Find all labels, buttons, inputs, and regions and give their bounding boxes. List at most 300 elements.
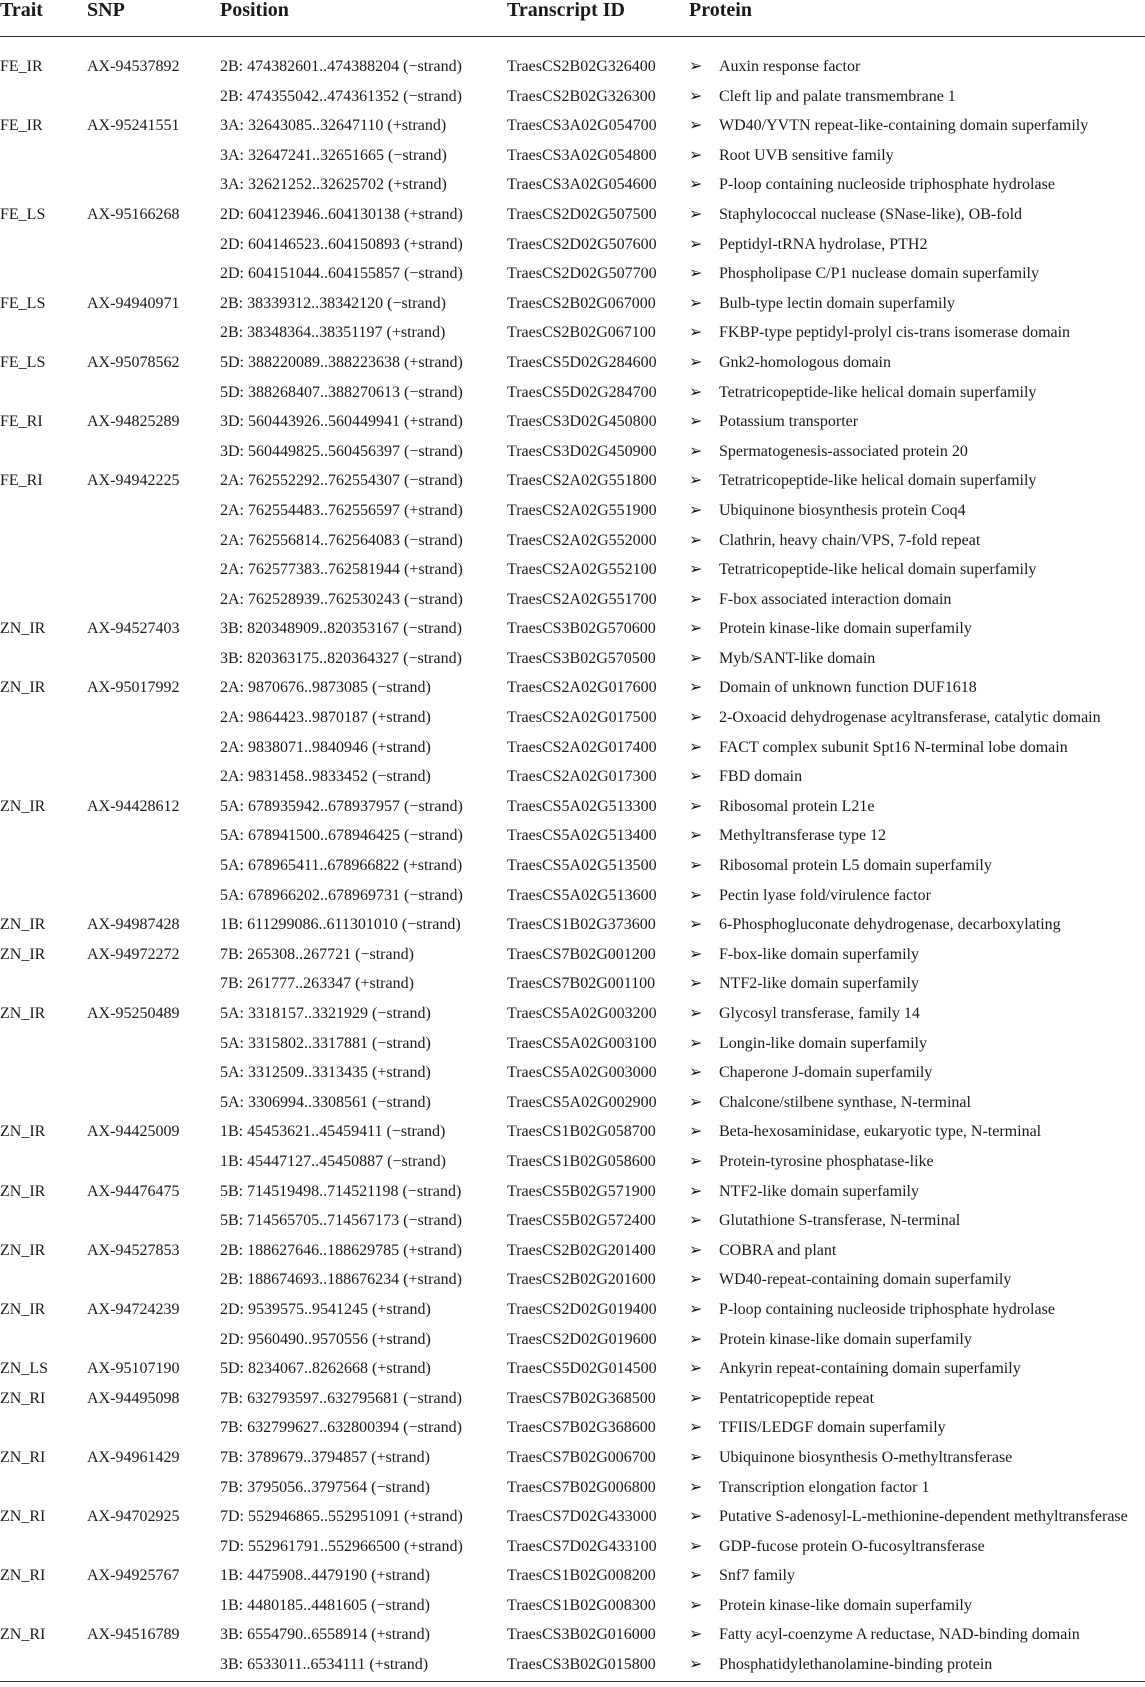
arrowhead-icon: ➢: [689, 709, 703, 727]
snp-cell: AX-95017992: [87, 679, 180, 697]
position-cell: 5A: 3312509..3313435 (+strand): [220, 1064, 431, 1082]
arrowhead-icon: ➢: [689, 679, 703, 697]
arrowhead-icon: ➢: [689, 1508, 703, 1526]
protein-text: P-loop containing nucleoside triphosphate hydrolase: [719, 1300, 1055, 1318]
snp-cell: AX-94972272: [87, 945, 180, 963]
trait-cell: ZN_IR: [0, 945, 46, 963]
transcript-id-cell: TraesCS2D02G019600: [507, 1330, 657, 1348]
transcript-id-cell: TraesCS2A02G552000: [507, 531, 657, 549]
trait-cell: ZN_IR: [0, 1123, 46, 1141]
arrowhead-icon: ➢: [689, 531, 703, 549]
arrowhead-icon: ➢: [689, 353, 703, 371]
transcript-id-cell: TraesCS2A02G017600: [507, 679, 657, 697]
arrowhead-icon: ➢: [689, 1537, 703, 1555]
position-cell: 2A: 762556814..762564083 (−strand): [220, 531, 463, 549]
table-row: [0, 1088, 1145, 1118]
transcript-id-cell: TraesCS2A02G551800: [507, 472, 657, 490]
transcript-id-cell: TraesCS2B02G067100: [507, 324, 656, 342]
arrowhead-icon: ➢: [689, 827, 703, 845]
transcript-id-cell: TraesCS3B02G016000: [507, 1626, 656, 1644]
position-cell: 1B: 4475908..4479190 (+strand): [220, 1567, 430, 1585]
protein-text: WD40/YVTN repeat-like-containing domain superfamily: [719, 117, 1089, 135]
position-cell: 7B: 265308..267721 (−strand): [220, 945, 414, 963]
protein-text: Phospholipase C/P1 nuclease domain superfamily: [719, 265, 1039, 283]
transcript-id-cell: TraesCS2A02G017300: [507, 768, 657, 786]
protein-text: Transcription elongation factor 1: [719, 1478, 930, 1496]
transcript-id-cell: TraesCS2A02G551900: [507, 501, 657, 519]
table-row: [0, 318, 1145, 348]
protein-text: Ubiquinone biosynthesis protein Coq4: [719, 501, 966, 519]
table-row: [0, 703, 1145, 733]
transcript-id-cell: TraesCS7D02G433100: [507, 1537, 657, 1555]
transcript-id-cell: TraesCS7B02G001200: [507, 945, 656, 963]
arrowhead-icon: ➢: [689, 1093, 703, 1111]
table-bottom-rule: [0, 1681, 1145, 1682]
position-cell: 7B: 632799627..632800394 (−strand): [220, 1419, 462, 1437]
arrowhead-icon: ➢: [689, 205, 703, 223]
protein-text: 2-Oxoacid dehydrogenase acyltransferase, catalytic domain: [719, 709, 1101, 727]
transcript-id-cell: TraesCS2D02G019400: [507, 1300, 657, 1318]
table-row: [0, 1206, 1145, 1236]
table-row: [0, 881, 1145, 911]
position-cell: 5A: 678966202..678969731 (−strand): [220, 886, 463, 904]
position-cell: 5D: 8234067..8262668 (+strand): [220, 1360, 431, 1378]
table-row: [0, 1473, 1145, 1503]
trait-cell: ZN_IR: [0, 797, 46, 815]
table-row: [0, 466, 1145, 496]
trait-cell: FE_IR: [0, 58, 43, 75]
arrowhead-icon: ➢: [689, 413, 703, 431]
arrowhead-icon: ➢: [689, 768, 703, 786]
transcript-id-cell: TraesCS5D02G014500: [507, 1360, 657, 1378]
header-position: Position: [220, 0, 289, 21]
table-header: [0, 0, 1145, 37]
position-cell: 1B: 611299086..611301010 (−strand): [220, 916, 461, 934]
position-cell: 5D: 388268407..388270613 (−strand): [220, 383, 463, 401]
transcript-id-cell: TraesCS2D02G507500: [507, 205, 657, 223]
arrowhead-icon: ➢: [689, 294, 703, 312]
arrowhead-icon: ➢: [689, 324, 703, 342]
arrowhead-icon: ➢: [689, 945, 703, 963]
transcript-id-cell: TraesCS3A02G054600: [507, 176, 657, 194]
protein-text: Potassium transporter: [719, 413, 859, 431]
table-row: [0, 614, 1145, 644]
arrowhead-icon: ➢: [689, 1360, 703, 1378]
protein-text: F-box associated interaction domain: [719, 590, 952, 608]
trait-cell: ZN_IR: [0, 620, 46, 638]
protein-text: WD40-repeat-containing domain superfamily: [719, 1271, 1012, 1289]
snp-cell: AX-94825289: [87, 413, 180, 431]
snp-cell: AX-94428612: [87, 797, 180, 815]
snp-cell: AX-94425009: [87, 1123, 180, 1141]
table-row: [0, 496, 1145, 526]
snp-cell: AX-94961429: [87, 1448, 180, 1466]
protein-text: Snf7 family: [719, 1567, 795, 1585]
arrowhead-icon: ➢: [689, 1656, 703, 1674]
transcript-id-cell: TraesCS5A02G513400: [507, 827, 657, 845]
protein-text: Longin-like domain superfamily: [719, 1034, 927, 1052]
table-row: [0, 1029, 1145, 1059]
trait-cell: ZN_IR: [0, 1241, 46, 1259]
trait-cell: ZN_IR: [0, 1182, 46, 1200]
snp-cell: AX-94495098: [87, 1389, 180, 1407]
snp-cell: AX-95166268: [87, 205, 180, 223]
transcript-id-cell: TraesCS3B02G570500: [507, 649, 656, 667]
table-row: [0, 82, 1145, 112]
position-cell: 2D: 604151044..604155857 (−strand): [220, 265, 463, 283]
table-row: [0, 910, 1145, 940]
table-row: [0, 1532, 1145, 1562]
table-row: [0, 1325, 1145, 1355]
position-cell: 5A: 678965411..678966822 (+strand): [220, 857, 463, 875]
protein-text: Spermatogenesis-associated protein 20: [719, 442, 968, 460]
position-cell: 2D: 604123946..604130138 (+strand): [220, 205, 463, 223]
table-row: [0, 733, 1145, 763]
arrowhead-icon: ➢: [689, 265, 703, 283]
transcript-id-cell: TraesCS1B02G058600: [507, 1152, 656, 1170]
position-cell: 5A: 3315802..3317881 (−strand): [220, 1034, 431, 1052]
transcript-id-cell: TraesCS1B02G008300: [507, 1596, 656, 1614]
table-row: [0, 1502, 1145, 1532]
arrowhead-icon: ➢: [689, 738, 703, 756]
transcript-id-cell: TraesCS5A02G003100: [507, 1034, 657, 1052]
arrowhead-icon: ➢: [689, 1241, 703, 1259]
protein-text: Protein kinase-like domain superfamily: [719, 1330, 972, 1348]
arrowhead-icon: ➢: [689, 649, 703, 667]
snp-cell: AX-94516789: [87, 1626, 180, 1644]
position-cell: 1B: 45453621..45459411 (−strand): [220, 1123, 446, 1141]
trait-cell: ZN_RI: [0, 1448, 46, 1466]
table-row: [0, 1147, 1145, 1177]
arrowhead-icon: ➢: [689, 87, 703, 105]
protein-text: Chalcone/stilbene synthase, N-terminal: [719, 1093, 971, 1111]
snp-cell: AX-94527403: [87, 620, 180, 638]
position-cell: 2D: 604146523..604150893 (+strand): [220, 235, 463, 253]
protein-text: Beta-hexosaminidase, eukaryotic type, N-terminal: [719, 1123, 1042, 1141]
table-row: [0, 52, 1145, 82]
protein-text: Gnk2-homologous domain: [719, 353, 891, 371]
transcript-id-cell: TraesCS3B02G570600: [507, 620, 656, 638]
transcript-id-cell: TraesCS7B02G368600: [507, 1419, 656, 1437]
position-cell: 2A: 762554483..762556597 (+strand): [220, 501, 463, 519]
table-row: [0, 1265, 1145, 1295]
snp-cell: AX-94987428: [87, 916, 180, 934]
position-cell: 2A: 9831458..9833452 (−strand): [220, 768, 431, 786]
table-row: [0, 1058, 1145, 1088]
protein-text: Glutathione S-transferase, N-terminal: [719, 1212, 961, 1230]
table-row: [0, 170, 1145, 200]
arrowhead-icon: ➢: [689, 383, 703, 401]
table-row: [0, 851, 1145, 881]
position-cell: 7D: 552946865..552951091 (+strand): [220, 1508, 463, 1526]
transcript-id-cell: TraesCS1B02G373600: [507, 916, 656, 934]
transcript-id-cell: TraesCS2A02G017400: [507, 738, 657, 756]
arrowhead-icon: ➢: [689, 1123, 703, 1141]
trait-cell: ZN_IR: [0, 1300, 46, 1318]
position-cell: 5D: 388220089..388223638 (+strand): [220, 353, 463, 371]
position-cell: 3D: 560449825..560456397 (−strand): [220, 442, 463, 460]
header-protein: Protein: [689, 0, 752, 21]
table-row: [0, 1354, 1145, 1384]
protein-text: Domain of unknown function DUF1618: [719, 679, 977, 697]
position-cell: 7D: 552961791..552966500 (+strand): [220, 1537, 463, 1555]
transcript-id-cell: TraesCS7B02G368500: [507, 1389, 656, 1407]
trait-cell: ZN_RI: [0, 1508, 46, 1526]
table-row: [0, 1650, 1145, 1680]
position-cell: 5B: 714565705..714567173 (−strand): [220, 1212, 462, 1230]
protein-text: Protein kinase-like domain superfamily: [719, 620, 972, 638]
trait-cell: ZN_LS: [0, 1360, 48, 1378]
transcript-id-cell: TraesCS5B02G572400: [507, 1212, 656, 1230]
protein-text: Peptidyl-tRNA hydrolase, PTH2: [719, 235, 928, 253]
transcript-id-cell: TraesCS2B02G201600: [507, 1271, 656, 1289]
protein-text: Methyltransferase type 12: [719, 827, 887, 845]
transcript-id-cell: TraesCS5A02G002900: [507, 1093, 657, 1111]
trait-cell: FE_IR: [0, 117, 43, 135]
position-cell: 2D: 9539575..9541245 (+strand): [220, 1300, 431, 1318]
arrowhead-icon: ➢: [689, 1567, 703, 1585]
protein-text: NTF2-like domain superfamily: [719, 975, 919, 993]
protein-text: Tetratricopeptide-like helical domain superfamily: [719, 472, 1037, 490]
position-cell: 2A: 9864423..9870187 (+strand): [220, 709, 431, 727]
transcript-id-cell: TraesCS1B02G008200: [507, 1567, 656, 1585]
protein-text: Putative S-adenosyl-L-methionine-dependent methyltransferase: [719, 1508, 1128, 1526]
protein-text: FKBP-type peptidyl-prolyl cis-trans isomerase domain: [719, 324, 1071, 342]
trait-cell: ZN_RI: [0, 1626, 46, 1644]
position-cell: 7B: 261777..263347 (+strand): [220, 975, 414, 993]
transcript-id-cell: TraesCS2D02G507600: [507, 235, 657, 253]
snp-cell: AX-94702925: [87, 1508, 180, 1526]
position-cell: 3B: 820348909..820353167 (−strand): [220, 620, 462, 638]
table-row: [0, 111, 1145, 141]
transcript-id-cell: TraesCS2A02G017500: [507, 709, 657, 727]
table-row: [0, 1236, 1145, 1266]
arrowhead-icon: ➢: [689, 620, 703, 638]
snp-cell: AX-95241551: [87, 117, 180, 135]
protein-text: Clathrin, heavy chain/VPS, 7-fold repeat: [719, 531, 981, 549]
protein-text: GDP-fucose protein O-fucosyltransferase: [719, 1537, 985, 1555]
transcript-id-cell: TraesCS7B02G006700: [507, 1448, 656, 1466]
protein-text: Bulb-type lectin domain superfamily: [719, 294, 955, 312]
arrowhead-icon: ➢: [689, 1064, 703, 1082]
table-row: [0, 1295, 1145, 1325]
arrowhead-icon: ➢: [689, 1478, 703, 1496]
arrowhead-icon: ➢: [689, 1152, 703, 1170]
table-body: [0, 37, 1145, 1680]
protein-text: Protein-tyrosine phosphatase-like: [719, 1152, 934, 1170]
protein-text: Tetratricopeptide-like helical domain superfamily: [719, 383, 1037, 401]
position-cell: 3B: 6533011..6534111 (+strand): [220, 1656, 429, 1674]
position-cell: 2A: 9838071..9840946 (+strand): [220, 738, 431, 756]
table-row: [0, 1443, 1145, 1473]
position-cell: 2B: 188627646..188629785 (+strand): [220, 1241, 462, 1259]
arrowhead-icon: ➢: [689, 58, 703, 75]
position-cell: 7B: 3789679..3794857 (+strand): [220, 1448, 430, 1466]
position-cell: 5A: 678941500..678946425 (−strand): [220, 827, 463, 845]
snp-cell: AX-94940971: [87, 294, 180, 312]
protein-text: Pentatricopeptide repeat: [719, 1389, 875, 1407]
position-cell: 3B: 6554790..6558914 (+strand): [220, 1626, 430, 1644]
table-row: [0, 792, 1145, 822]
position-cell: 2B: 38348364..38351197 (+strand): [220, 324, 446, 342]
trait-cell: ZN_RI: [0, 1389, 46, 1407]
table-row: [0, 969, 1145, 999]
table-row: [0, 230, 1145, 260]
arrowhead-icon: ➢: [689, 886, 703, 904]
protein-text: Myb/SANT-like domain: [719, 649, 876, 667]
protein-text: NTF2-like domain superfamily: [719, 1182, 919, 1200]
arrowhead-icon: ➢: [689, 1389, 703, 1407]
table-row: [0, 348, 1145, 378]
arrowhead-icon: ➢: [689, 1271, 703, 1289]
trait-cell: FE_LS: [0, 294, 46, 312]
protein-text: Pectin lyase fold/virulence factor: [719, 886, 931, 904]
arrowhead-icon: ➢: [689, 1034, 703, 1052]
position-cell: 2A: 762577383..762581944 (+strand): [220, 561, 463, 579]
transcript-id-cell: TraesCS5A02G513300: [507, 797, 657, 815]
arrowhead-icon: ➢: [689, 590, 703, 608]
protein-text: Staphylococcal nuclease (SNase-like), OB-fold: [719, 205, 1023, 223]
table-row: [0, 1117, 1145, 1147]
arrowhead-icon: ➢: [689, 1300, 703, 1318]
position-cell: 3A: 32643085..32647110 (+strand): [220, 117, 447, 135]
arrowhead-icon: ➢: [689, 975, 703, 993]
position-cell: 3A: 32621252..32625702 (+strand): [220, 176, 447, 194]
position-cell: 2D: 9560490..9570556 (+strand): [220, 1330, 431, 1348]
transcript-id-cell: TraesCS3D02G450900: [507, 442, 657, 460]
protein-text: Fatty acyl-coenzyme A reductase, NAD-binding domain: [719, 1626, 1080, 1644]
transcript-id-cell: TraesCS7B02G001100: [507, 975, 656, 993]
protein-text: FACT complex subunit Spt16 N-terminal lobe domain: [719, 738, 1068, 756]
table-row: [0, 437, 1145, 467]
arrowhead-icon: ➢: [689, 1626, 703, 1644]
snp-cell: AX-94476475: [87, 1182, 180, 1200]
position-cell: 5A: 3318157..3321929 (−strand): [220, 1005, 431, 1022]
position-cell: 2B: 188674693..188676234 (+strand): [220, 1271, 462, 1289]
trait-cell: ZN_IR: [0, 916, 46, 934]
protein-text: 6-Phosphogluconate dehydrogenase, decarboxylating: [719, 916, 1061, 934]
snp-cell: AX-94724239: [87, 1300, 180, 1318]
trait-cell: FE_RI: [0, 413, 43, 431]
snp-cell: AX-95107190: [87, 1360, 180, 1378]
arrowhead-icon: ➢: [689, 146, 703, 164]
transcript-id-cell: TraesCS7D02G433000: [507, 1508, 657, 1526]
arrowhead-icon: ➢: [689, 472, 703, 490]
protein-text: FBD domain: [719, 768, 803, 786]
table-row: [0, 940, 1145, 970]
arrowhead-icon: ➢: [689, 857, 703, 875]
protein-text: Phosphatidylethanolamine-binding protein: [719, 1656, 993, 1674]
position-cell: 2A: 762528939..762530243 (−strand): [220, 590, 463, 608]
transcript-id-cell: TraesCS2A02G552100: [507, 561, 657, 579]
arrowhead-icon: ➢: [689, 501, 703, 519]
table-row: [0, 555, 1145, 585]
arrowhead-icon: ➢: [689, 176, 703, 194]
protein-text: Cleft lip and palate transmembrane 1: [719, 87, 956, 105]
arrowhead-icon: ➢: [689, 1330, 703, 1348]
arrowhead-icon: ➢: [689, 1448, 703, 1466]
header-snp: SNP: [87, 0, 125, 21]
position-cell: 2B: 38339312..38342120 (−strand): [220, 294, 446, 312]
position-cell: 2A: 762552292..762554307 (−strand): [220, 472, 463, 490]
transcript-id-cell: TraesCS2B02G326300: [507, 87, 656, 105]
arrowhead-icon: ➢: [689, 117, 703, 135]
protein-text: Tetratricopeptide-like helical domain superfamily: [719, 561, 1037, 579]
arrowhead-icon: ➢: [689, 1005, 703, 1022]
protein-text: TFIIS/LEDGF domain superfamily: [719, 1419, 946, 1437]
arrowhead-icon: ➢: [689, 561, 703, 579]
table-row: [0, 1177, 1145, 1207]
table-row: [0, 1620, 1145, 1650]
position-cell: 1B: 4480185..4481605 (−strand): [220, 1596, 430, 1614]
table-row: [0, 673, 1145, 703]
protein-text: Ankyrin repeat-containing domain superfamily: [719, 1360, 1021, 1378]
protein-text: Auxin response factor: [719, 58, 861, 75]
transcript-id-cell: TraesCS2B02G067000: [507, 294, 656, 312]
snp-cell: AX-95250489: [87, 1005, 180, 1022]
transcript-id-cell: TraesCS3B02G015800: [507, 1656, 656, 1674]
snp-cell: AX-94537892: [87, 58, 180, 75]
table-row: [0, 1561, 1145, 1591]
trait-cell: ZN_IR: [0, 1005, 46, 1022]
protein-text: COBRA and plant: [719, 1241, 837, 1259]
trait-cell: FE_LS: [0, 205, 46, 223]
table-row: [0, 141, 1145, 171]
transcript-id-cell: TraesCS3A02G054700: [507, 117, 657, 135]
transcript-id-cell: TraesCS5B02G571900: [507, 1182, 656, 1200]
transcript-id-cell: TraesCS7B02G006800: [507, 1478, 656, 1496]
position-cell: 5A: 3306994..3308561 (−strand): [220, 1093, 431, 1111]
arrowhead-icon: ➢: [689, 916, 703, 934]
table-row: [0, 378, 1145, 408]
transcript-id-cell: TraesCS3A02G054800: [507, 146, 657, 164]
transcript-id-cell: TraesCS5D02G284700: [507, 383, 657, 401]
protein-text: Ribosomal protein L21e: [719, 797, 875, 815]
table-row: [0, 1384, 1145, 1414]
snp-cell: AX-95078562: [87, 353, 180, 371]
transcript-id-cell: TraesCS5A02G003000: [507, 1064, 657, 1082]
transcript-id-cell: TraesCS5A02G003200: [507, 1005, 657, 1022]
protein-text: Ribosomal protein L5 domain superfamily: [719, 857, 992, 875]
arrowhead-icon: ➢: [689, 1419, 703, 1437]
position-cell: 2B: 474382601..474388204 (−strand): [220, 58, 462, 75]
position-cell: 3B: 820363175..820364327 (−strand): [220, 649, 462, 667]
arrowhead-icon: ➢: [689, 1596, 703, 1614]
transcript-id-cell: TraesCS1B02G058700: [507, 1123, 656, 1141]
protein-text: Protein kinase-like domain superfamily: [719, 1596, 972, 1614]
table-row: [0, 407, 1145, 437]
header-transcript-id: Transcript ID: [507, 0, 625, 21]
header-trait: Trait: [0, 0, 43, 21]
table-row: [0, 644, 1145, 674]
protein-text: Ubiquinone biosynthesis O-methyltransferase: [719, 1448, 1013, 1466]
table-row: [0, 999, 1145, 1029]
table-row: [0, 1413, 1145, 1443]
protein-text: Chaperone J-domain superfamily: [719, 1064, 933, 1082]
position-cell: 3D: 560443926..560449941 (+strand): [220, 413, 463, 431]
protein-text: Root UVB sensitive family: [719, 146, 894, 164]
transcript-id-cell: TraesCS5A02G513500: [507, 857, 657, 875]
trait-cell: FE_LS: [0, 353, 46, 371]
position-cell: 7B: 3795056..3797564 (−strand): [220, 1478, 430, 1496]
transcript-id-cell: TraesCS5D02G284600: [507, 353, 657, 371]
trait-cell: ZN_IR: [0, 679, 46, 697]
transcript-id-cell: TraesCS2A02G551700: [507, 590, 657, 608]
transcript-id-cell: TraesCS2D02G507700: [507, 265, 657, 283]
transcript-id-cell: TraesCS3D02G450800: [507, 413, 657, 431]
transcript-id-cell: TraesCS5A02G513600: [507, 886, 657, 904]
arrowhead-icon: ➢: [689, 1212, 703, 1230]
